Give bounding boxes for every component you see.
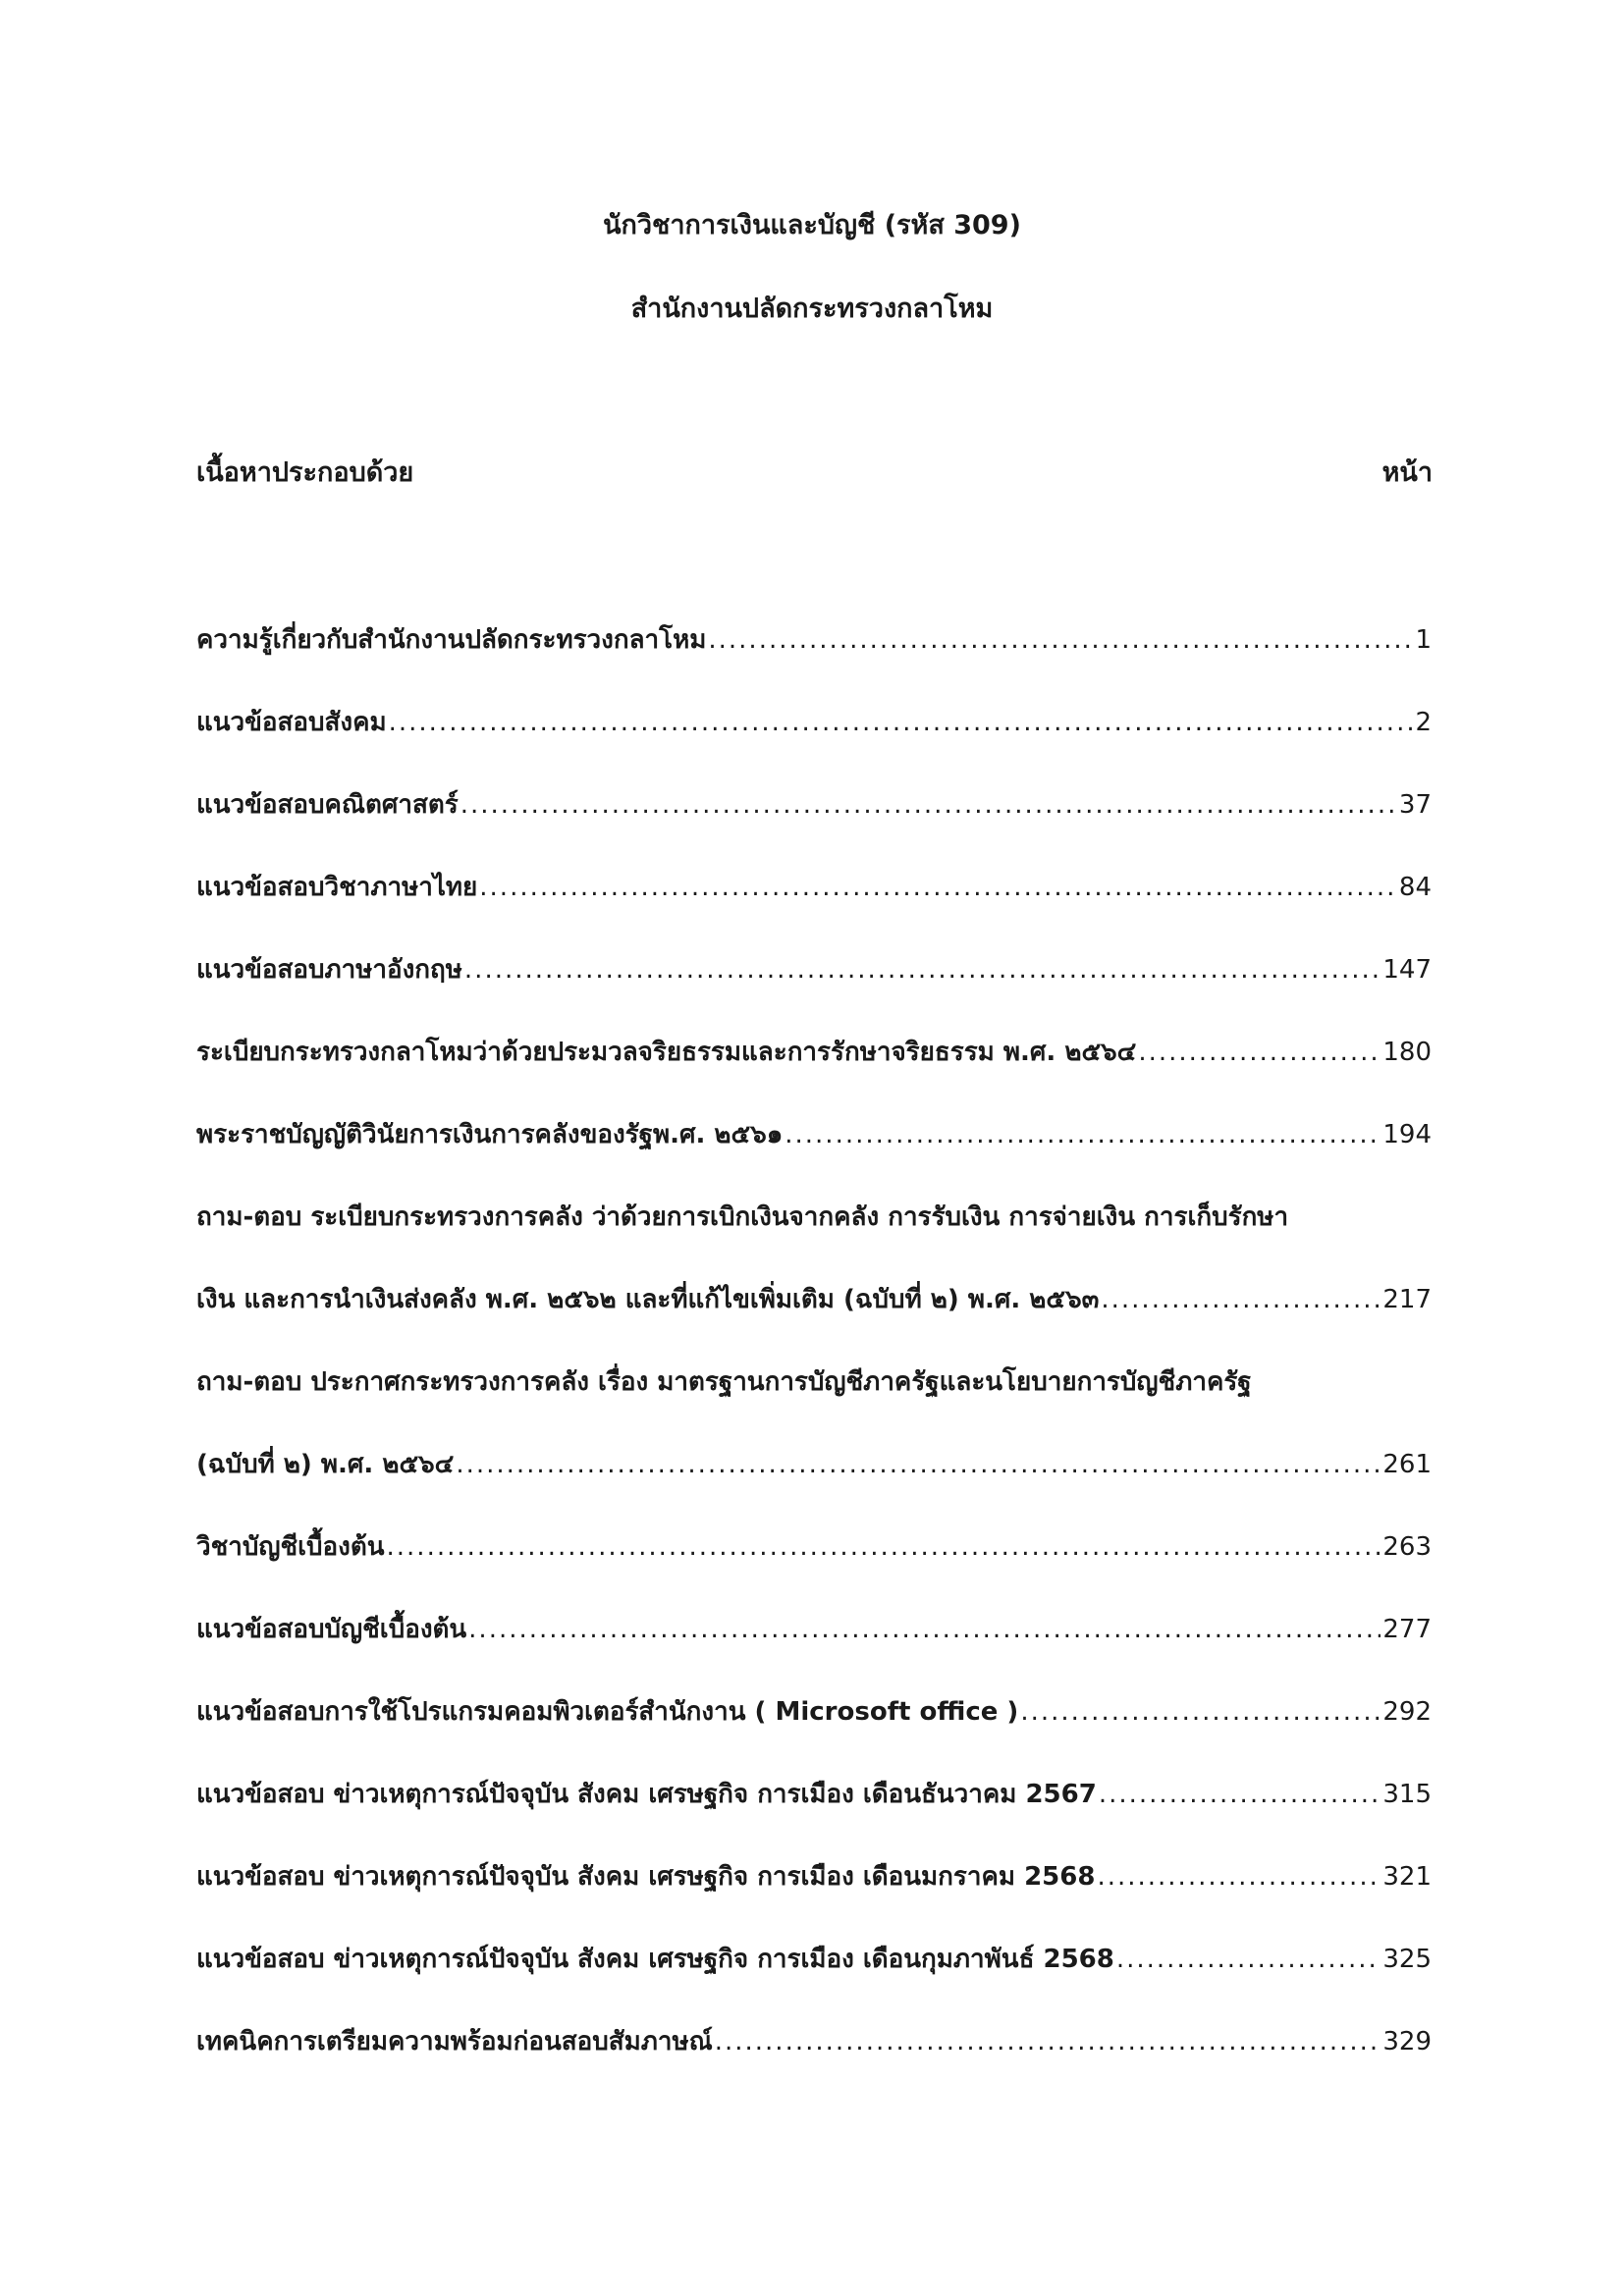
- toc-entry: [196, 868, 1432, 907]
- toc-entry-title: (ฉบับที่ ๒) พ.ศ. ๒๕๖๔: [196, 1450, 455, 1479]
- toc-entry-title: แนวข้อสอบการใช้โปรแกรมคอมพิวเตอร์สำนักงาน ( Microsoft office ): [196, 1697, 1019, 1727]
- toc-dot-leader: [1020, 1692, 1380, 1732]
- toc-entry-title: วิชาบัญชีเบื้องต้น: [196, 1532, 385, 1562]
- toc-entry: [196, 703, 1432, 742]
- toc-entry-page: 147: [1382, 955, 1432, 985]
- toc-entry: [196, 1527, 1432, 1567]
- toc-entry-title: แนวข้อสอบสังคม: [196, 708, 387, 737]
- toc-dot-leader: [708, 620, 1413, 660]
- toc-entry-page: 329: [1382, 2027, 1432, 2056]
- toc-entry: [196, 1692, 1432, 1732]
- toc-entry-title: แนวข้อสอบ ข่าวเหตุการณ์ปัจจุบัน สังคม เศรษฐกิจ การเมือง เดือนมกราคม 2568: [196, 1862, 1096, 1892]
- toc-entry-page: 217: [1382, 1285, 1432, 1314]
- toc-entry: [196, 1857, 1432, 1896]
- toc-entry-page: 321: [1382, 1862, 1432, 1892]
- toc-entry-title: แนวข้อสอบภาษาอังกฤษ: [196, 955, 462, 985]
- toc-entry-page: 84: [1398, 873, 1432, 902]
- toc-dot-leader: [456, 1445, 1380, 1484]
- toc-entry: [196, 1115, 1432, 1154]
- toc-entry-page: 2: [1415, 708, 1432, 737]
- toc-entry: [196, 950, 1432, 989]
- toc-entry: [196, 785, 1432, 825]
- toc-entry: [196, 620, 1432, 660]
- toc-entry: [196, 1280, 1432, 1319]
- toc-entry: [196, 1445, 1432, 1484]
- toc-dot-leader: [1097, 1857, 1380, 1896]
- toc-entry: [196, 1940, 1432, 1979]
- toc-entry-page: 261: [1382, 1450, 1432, 1479]
- toc-dot-leader: [715, 2022, 1381, 2061]
- toc-dot-leader: [1116, 1940, 1381, 1979]
- toc-entry: [196, 1610, 1432, 1649]
- toc-dot-leader: [1138, 1033, 1380, 1072]
- toc-entry-page: 325: [1382, 1945, 1432, 1974]
- toc-dot-leader: [1099, 1775, 1381, 1814]
- toc-entry-title: แนวข้อสอบ ข่าวเหตุการณ์ปัจจุบัน สังคม เศรษฐกิจ การเมือง เดือนธันวาคม 2567: [196, 1780, 1097, 1809]
- toc-entry-title: พระราชบัญญัติวินัยการเงินการคลังของรัฐพ.ศ. ๒๕๖๑: [196, 1120, 784, 1149]
- toc-entry-first-line: ถาม-ตอบ ระเบียบกระทรวงการคลัง ว่าด้วยการเบิกเงินจากคลัง การรับเงิน การจ่ายเงิน การเก็บรักษา: [196, 1202, 1289, 1232]
- toc-entry: [196, 1775, 1432, 1814]
- toc-entry-title: ความรู้เกี่ยวกับสำนักงานปลัดกระทรวงกลาโหม: [196, 625, 707, 655]
- toc-entry-page: 315: [1382, 1780, 1432, 1809]
- toc-entry-title: แนวข้อสอบบัญชีเบื้องต้น: [196, 1615, 467, 1644]
- toc-entry: [196, 1033, 1432, 1072]
- toc-dot-leader: [479, 868, 1397, 907]
- document-title: นักวิชาการเงินและบัญชี (รหัส 309): [603, 210, 1021, 240]
- toc-dot-leader: [389, 703, 1414, 742]
- toc-entry-page: 292: [1382, 1697, 1432, 1727]
- toc-dot-leader: [1101, 1280, 1380, 1319]
- toc-entry: [196, 2022, 1432, 2061]
- toc-entry-page: 180: [1382, 1038, 1432, 1067]
- toc-entry-title: ระเบียบกระทรวงกลาโหมว่าด้วยประมวลจริยธรรมและการรักษาจริยธรรม พ.ศ. ๒๕๖๔: [196, 1038, 1137, 1067]
- document-subtitle: สำนักงานปลัดกระทรวงกลาโหม: [630, 294, 994, 324]
- contents-heading: เนื้อหาประกอบด้วย: [196, 457, 414, 488]
- toc-entry-first-line: ถาม-ตอบ ประกาศกระทรวงการคลัง เรื่อง มาตรฐานการบัญชีภาครัฐและนโยบายการบัญชีภาครัฐ: [196, 1367, 1252, 1397]
- page-column-heading: หน้า: [1381, 457, 1433, 488]
- toc-entry-title: แนวข้อสอบวิชาภาษาไทย: [196, 873, 478, 902]
- toc-entry-page: 277: [1382, 1615, 1432, 1644]
- toc-dot-leader: [460, 785, 1397, 825]
- toc-dot-leader: [785, 1115, 1380, 1154]
- toc-entry-page: 263: [1382, 1532, 1432, 1562]
- toc-dot-leader: [387, 1527, 1381, 1567]
- toc-entry-page: 1: [1415, 625, 1432, 655]
- toc-dot-leader: [468, 1610, 1380, 1649]
- toc-entry-page: 37: [1398, 790, 1432, 820]
- toc-entry-title: แนวข้อสอบ ข่าวเหตุการณ์ปัจจุบัน สังคม เศรษฐกิจ การเมือง เดือนกุมภาพันธ์ 2568: [196, 1945, 1114, 1974]
- toc-entry-title: แนวข้อสอบคณิตศาสตร์: [196, 790, 459, 820]
- toc-entry-title: เงิน และการนำเงินส่งคลัง พ.ศ. ๒๕๖๒ และที่แก้ไขเพิ่มเติม (ฉบับที่ ๒) พ.ศ. ๒๕๖๓: [196, 1285, 1100, 1314]
- toc-entry-page: 194: [1382, 1120, 1432, 1149]
- toc-entry-title: เทคนิคการเตรียมความพร้อมก่อนสอบสัมภาษณ์: [196, 2027, 713, 2056]
- toc-dot-leader: [464, 950, 1380, 989]
